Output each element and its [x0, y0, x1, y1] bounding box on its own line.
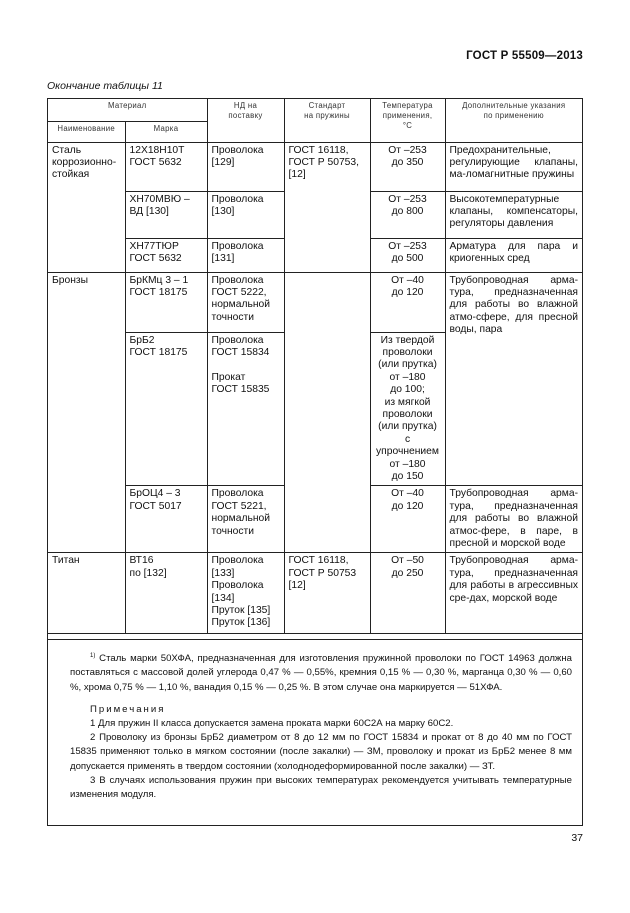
header-grade: Марка	[125, 121, 207, 142]
temperature-cell: От –253 до 350	[370, 142, 445, 191]
temperature-cell: От –253 до 500	[370, 238, 445, 272]
notes-cell: Трубопроводная арма-тура, предназначенная для работы во влажной атмо-сфере, для пресной воды, пара	[445, 272, 582, 486]
table-row	[48, 142, 582, 191]
material-name-cell: Бронзы	[48, 272, 125, 553]
nd-cell: Проволока [130]	[207, 191, 284, 238]
temperature-cell: Из твердой проволоки (или прутка) от –180 до 100; из мягкой проволоки (или прутка) с упрочнением от –180 до 150	[370, 332, 445, 486]
document-header: ГОСТ Р 55509—2013	[466, 50, 583, 62]
page-number: 37	[571, 832, 583, 844]
table-caption: Окончание таблицы 11	[47, 80, 163, 92]
notes-cell: Высокотемпературные клапаны, компенсаторы, регуляторы давления	[445, 191, 582, 238]
grade-cell: БрОЦ4 – 3 ГОСТ 5017	[125, 486, 207, 553]
nd-cell: Проволока ГОСТ 5222, нормальной точности	[207, 272, 284, 332]
grade-cell: БрКМц 3 – 1 ГОСТ 18175	[125, 272, 207, 332]
material-name-cell: Титан	[48, 553, 125, 634]
table-frame	[47, 98, 583, 826]
note-item: 2 Проволоку из бронзы БрБ2 диаметром от 8 до 12 мм по ГОСТ 15834 и прокат от 8 до 40 мм по ГОСТ 15835 применяют только в мягком состоянии (после закалки) — ЗМ, проволоку и прокат из БрБ2 менее 8 мм допускается применять в твердом состоянии (холоднодеформированной после закалки) — ЗТ.	[70, 732, 572, 772]
footnote	[70, 649, 572, 695]
standard-cell-empty	[284, 272, 370, 553]
table-row	[48, 272, 582, 332]
grade-cell: 12Х18Н10Т ГОСТ 5632	[125, 142, 207, 191]
notes-title: Примечания	[90, 703, 166, 715]
nd-cell: Проволока ГОСТ 5221, нормальной точности	[207, 486, 284, 553]
grade-cell: ХН70МВЮ – ВД [130]	[125, 191, 207, 238]
nd-cell: Проволока [129]	[207, 142, 284, 191]
nd-cell: Проволока [131]	[207, 238, 284, 272]
material-name-cell: Сталь коррозионно- стойкая	[48, 142, 125, 272]
header-notes: Дополнительные указания по применению	[445, 99, 582, 142]
temperature-cell: От –40 до 120	[370, 486, 445, 553]
table-footer	[48, 639, 582, 802]
standard-cell: ГОСТ 16118, ГОСТ Р 50753 [12]	[284, 553, 370, 634]
notes-cell: Трубопроводная арма-тура, предназначенная для работы во влажной атмос-фере, в паре, в пресной и морской воде	[445, 486, 582, 553]
nd-cell: Проволока [133] Проволока [134] Пруток [135] Пруток [136]	[207, 553, 284, 634]
grade-cell: ХН77ТЮР ГОСТ 5632	[125, 238, 207, 272]
grade-cell: БрБ2 ГОСТ 18175	[125, 332, 207, 486]
footnote-text: Сталь марки 50ХФА, предназначенная для изготовления пружинной проволоки по ГОСТ 14963 должна поставляться с массовой долей углерода 0,47 % — 0,55%, кремния 0,15 % — 0,30 %, марганца 0,30 % — 0,60 %, хрома 0,75 % — 1,10 %, ванадия 0,15 % — 0,25 %. В этом случае она маркируется — 51ХФА.	[70, 653, 572, 693]
header-temperature: Температура применения, °С	[370, 99, 445, 142]
table-row	[48, 553, 582, 634]
notes-cell: Арматура для пара и криогенных сред	[445, 238, 582, 272]
temperature-cell: От –50 до 250	[370, 553, 445, 634]
grade-cell: ВТ16 по [132]	[125, 553, 207, 634]
footnote-mark: 1)	[90, 653, 96, 659]
header-nd: НД на поставку	[207, 99, 284, 142]
header-name: Наименование	[48, 121, 125, 142]
header-material: Материал	[48, 99, 207, 121]
temperature-cell: От –253 до 800	[370, 191, 445, 238]
header-standard: Стандарт на пружины	[284, 99, 370, 142]
standard-cell: ГОСТ 16118, ГОСТ Р 50753, [12]	[284, 142, 370, 272]
materials-table	[48, 99, 582, 634]
temperature-cell: От –40 до 120	[370, 272, 445, 332]
note-item: 1 Для пружин II класса допускается замена проката марки 60С2А на марку 60С2.	[90, 718, 454, 729]
notes-cell: Трубопроводная арма-тура, предназначенная для работы в агрессивных сре-дах, морской воде	[445, 553, 582, 634]
note-item: 3 В случаях использования пружин при высоких температурах рекомендуется учитывать температурные изменения модуля.	[70, 774, 572, 801]
nd-cell: Проволока ГОСТ 15834 Прокат ГОСТ 15835	[207, 332, 284, 486]
notes-cell: Предохранительные, регулирующие клапаны, ма-ломагнитные пружины	[445, 142, 582, 191]
